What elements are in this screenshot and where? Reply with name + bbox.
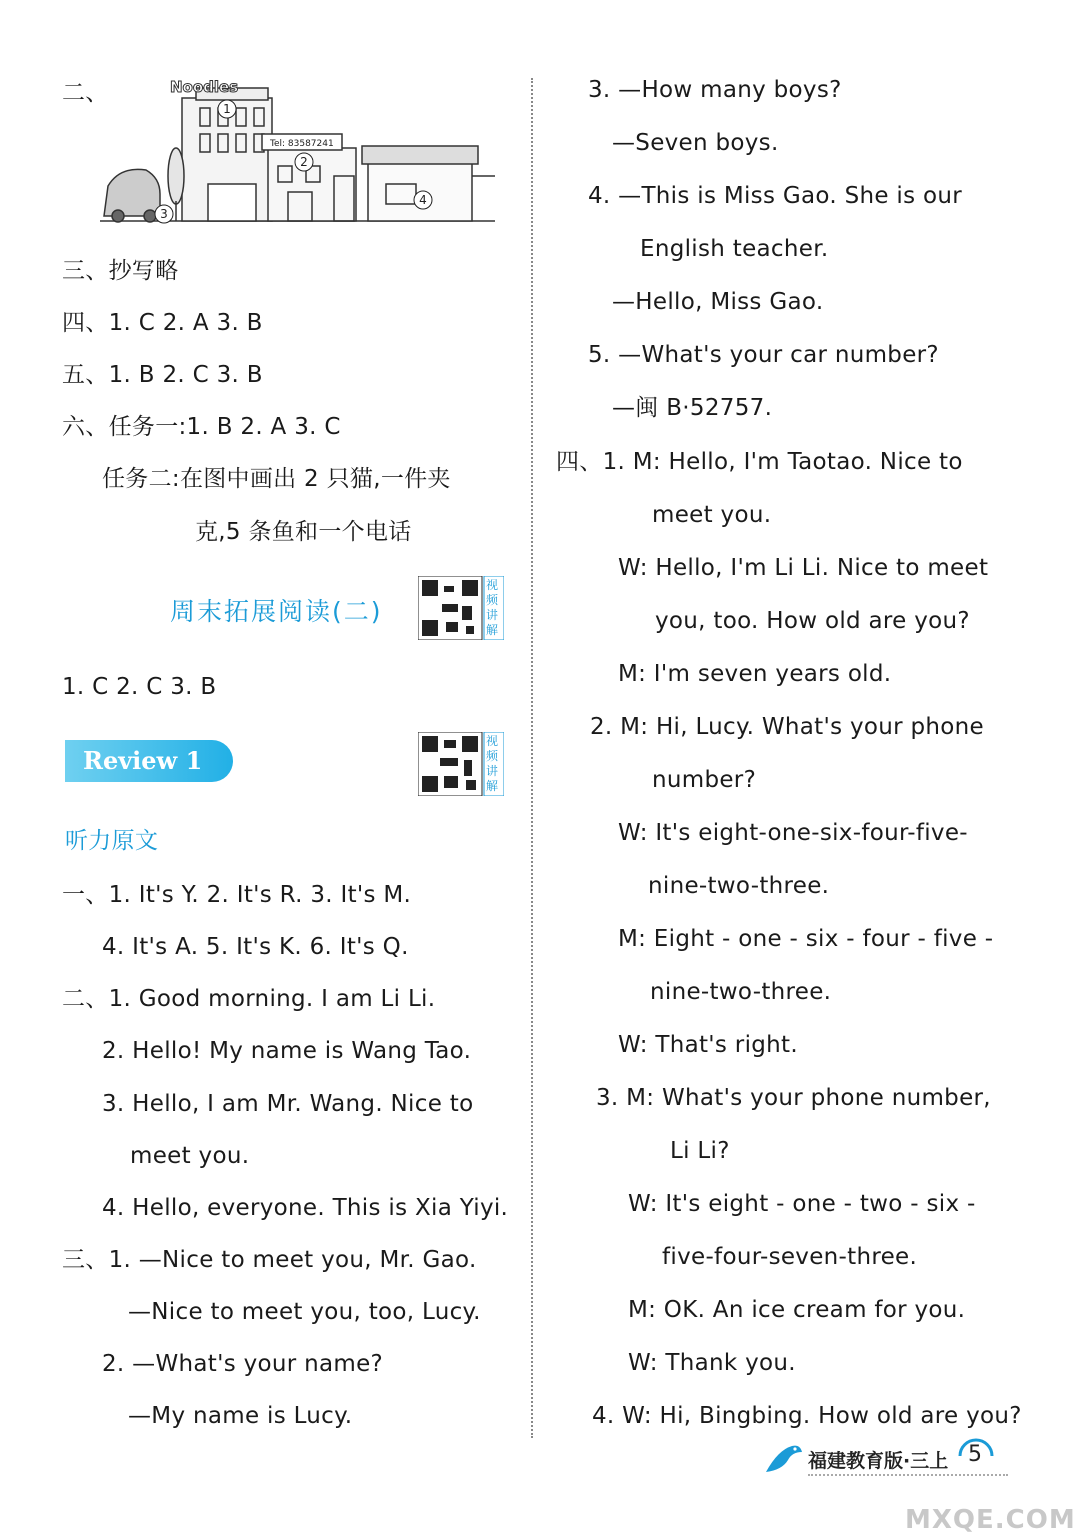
page-number: 5 (968, 1442, 982, 1467)
weekend-answers: 1. C 2. C 3. B (62, 674, 217, 700)
right-line-10: W: Hello, I'm Li Li. Nice to meet (618, 555, 989, 581)
weekend-reading-title: 周末拓展阅读(二) (170, 597, 383, 626)
right-line-16: nine-two-three. (648, 873, 830, 899)
footer-publisher: 福建教育版·三上 (808, 1450, 949, 1472)
section-5: 五、1. B 2. C 3. B (62, 362, 263, 388)
watermark: MXQE.COM (905, 1505, 1076, 1535)
right-line-21: Li Li? (670, 1138, 730, 1164)
right-line-17: M: Eight - one - six - four - five - (618, 926, 994, 952)
column-divider (531, 78, 533, 1438)
marker-4-label: 4 (419, 193, 427, 207)
listen-3-line4: —My name is Lucy. (128, 1403, 353, 1429)
tel-sign: Tel: 83587241 (270, 139, 334, 149)
right-line-8: 四、1. M: Hello, I'm Taotao. Nice to (556, 449, 963, 475)
right-line-13: 2. M: Hi, Lucy. What's your phone (590, 714, 985, 740)
right-line-18: nine-two-three. (650, 979, 832, 1005)
review-banner: Review 1 (65, 740, 233, 782)
listen-3-line1: 三、1. —Nice to meet you, Mr. Gao. (62, 1247, 477, 1273)
listen-3-line2: —Nice to meet you, too, Lucy. (128, 1299, 481, 1325)
listen-2-line4: meet you. (130, 1143, 250, 1169)
section-4: 四、1. C 2. A 3. B (62, 310, 263, 336)
listen-2-line5: 4. Hello, everyone. This is Xia Yiyi. (102, 1195, 509, 1221)
right-line-19: W: That's right. (618, 1032, 798, 1058)
qr-label-1: 视频讲解 (486, 578, 499, 637)
page-arc-icon (956, 1438, 996, 1474)
right-line-23: five-four-seven-three. (662, 1244, 918, 1270)
qr-code-1[interactable] (418, 576, 504, 640)
section-2-label: 二、 (62, 80, 109, 106)
right-line-1: 3. —How many boys? (588, 77, 842, 103)
right-line-6: 5. —What's your car number? (588, 342, 939, 368)
right-line-9: meet you. (652, 502, 772, 528)
task2-line1: 任务二:在图中画出 2 只猫,一件夹 (102, 466, 451, 492)
page-footer (760, 1440, 1060, 1480)
bird-icon (762, 1440, 806, 1476)
section-3: 三、抄写略 (62, 258, 179, 284)
right-line-4: English teacher. (640, 236, 829, 262)
right-line-7: —闽 B·52757. (612, 395, 773, 421)
listen-2-line2: 2. Hello! My name is Wang Tao. (102, 1038, 472, 1064)
listening-title: 听力原文 (65, 828, 159, 854)
listen-1-line2: 4. It's A. 5. It's K. 6. It's Q. (102, 934, 409, 960)
marker-2-label: 2 (300, 155, 308, 169)
task2-line2: 克,5 条鱼和一个电话 (195, 519, 412, 545)
noodles-sign: Noodles (170, 78, 239, 96)
right-line-14: number? (652, 767, 757, 793)
street-illustration (100, 76, 495, 226)
listen-2-line3: 3. Hello, I am Mr. Wang. Nice to (102, 1091, 474, 1117)
right-line-15: W: It's eight-one-six-four-five- (618, 820, 968, 846)
footer-dots (808, 1474, 1008, 1476)
right-line-24: M: OK. An ice cream for you. (628, 1297, 966, 1323)
right-line-22: W: It's eight - one - two - six - (628, 1191, 976, 1217)
right-line-12: M: I'm seven years old. (618, 661, 892, 687)
right-line-26: 4. W: Hi, Bingbing. How old are you? (592, 1403, 1022, 1429)
qr-label-2: 视频讲解 (486, 734, 499, 793)
right-line-5: —Hello, Miss Gao. (612, 289, 824, 315)
section-6: 六、任务一:1. B 2. A 3. C (62, 414, 341, 440)
right-line-11: you, too. How old are you? (655, 608, 970, 634)
listen-1-line1: 一、1. It's Y. 2. It's R. 3. It's M. (62, 882, 412, 908)
marker-1-label: 1 (223, 102, 231, 116)
right-line-25: W: Thank you. (628, 1350, 796, 1376)
shop-building (368, 160, 472, 221)
marker-3-label: 3 (160, 207, 168, 221)
right-line-20: 3. M: What's your phone number, (596, 1085, 991, 1111)
listen-2-line1: 二、1. Good morning. I am Li Li. (62, 986, 436, 1012)
qr-code-2[interactable] (418, 732, 504, 796)
right-line-3: 4. —This is Miss Gao. She is our (588, 183, 962, 209)
listen-3-line3: 2. —What's your name? (102, 1351, 384, 1377)
right-line-2: —Seven boys. (612, 130, 779, 156)
